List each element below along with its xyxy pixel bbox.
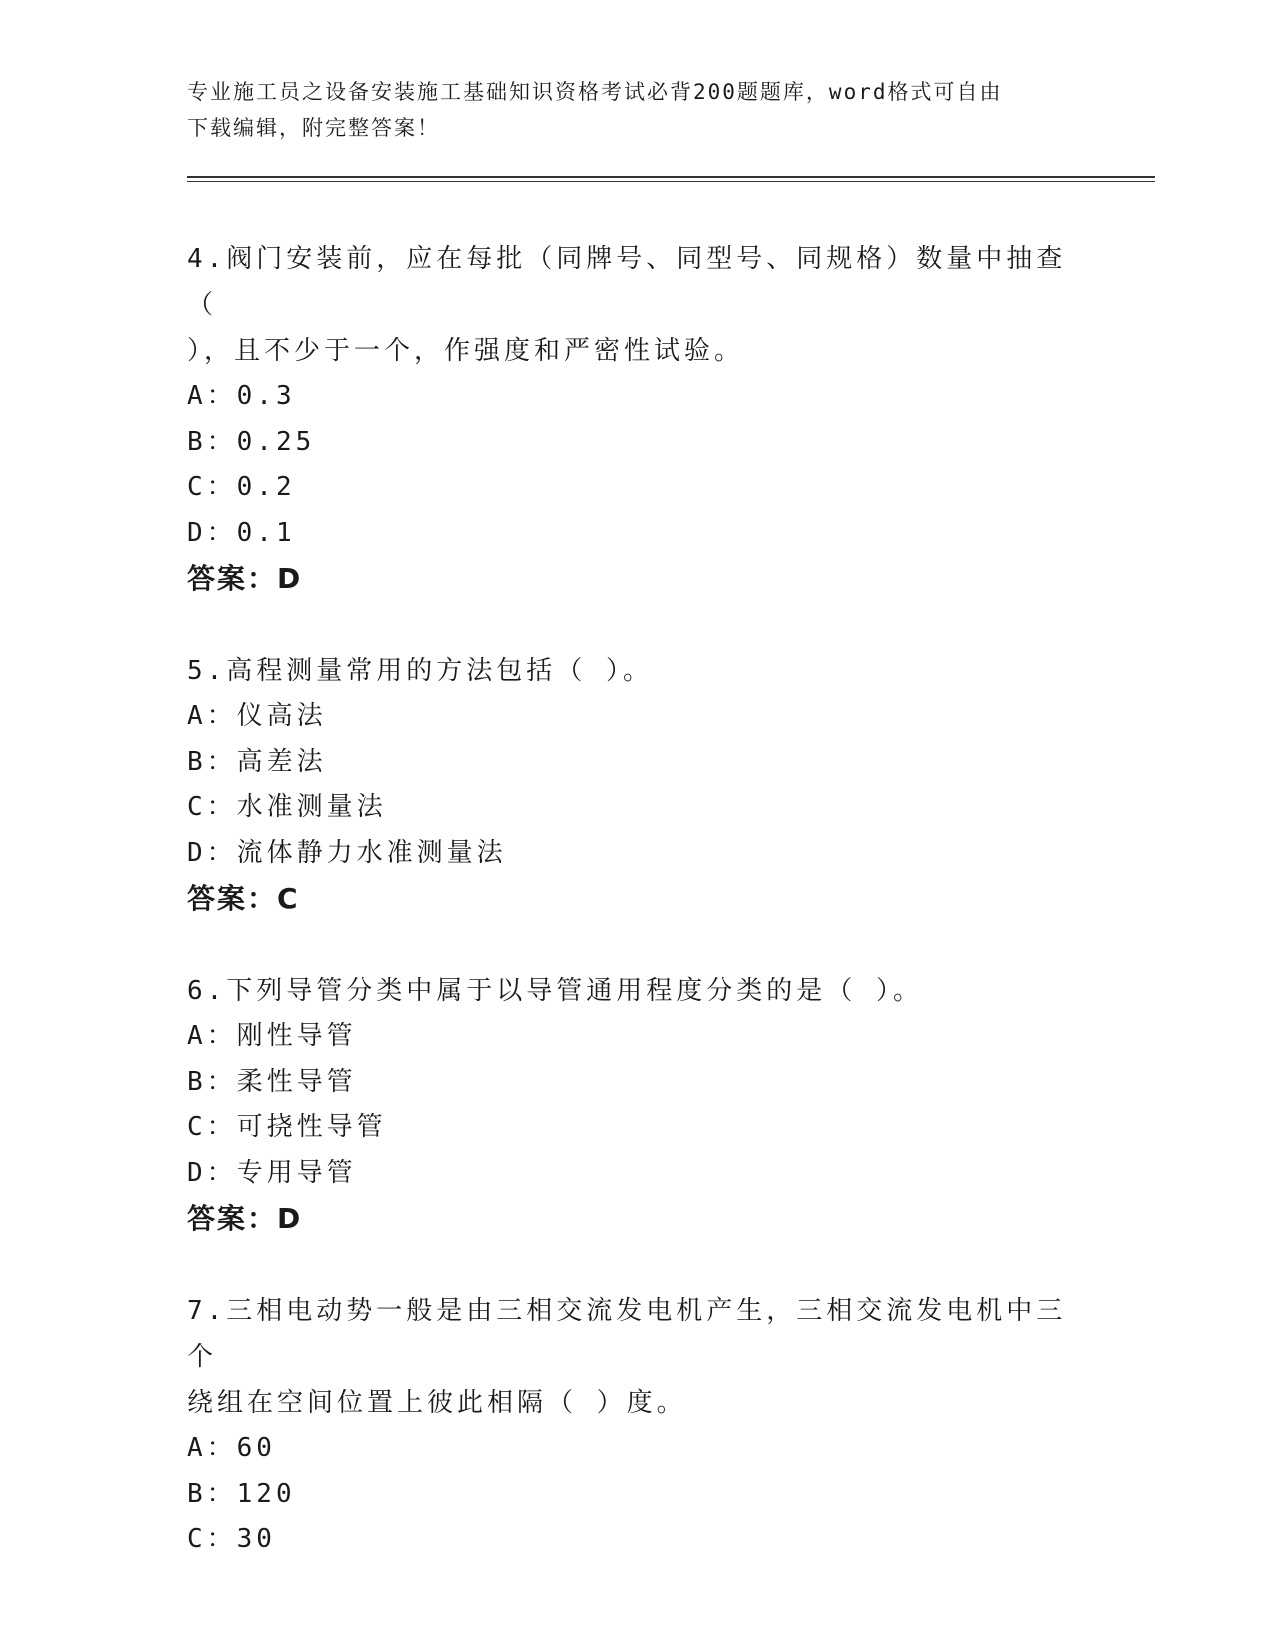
answer: 答案：D: [187, 562, 303, 595]
option-c: C：水准测量法: [187, 792, 387, 822]
option-d: D：流体静力水准测量法: [187, 837, 507, 868]
question-stem-line: 7.三相电动势一般是由三相交流发电机产生，三相交流发电机中三个: [187, 1296, 1067, 1372]
option-b: B：高差法: [187, 746, 327, 777]
option-a: A：60: [187, 1433, 276, 1463]
header-divider-thin: [187, 181, 1155, 182]
header-line-2: 下载编辑，附完整答案！: [187, 116, 440, 140]
option-c: C：0.2: [187, 472, 296, 502]
question-stem-line: 绕组在空间位置上彼此相隔（ ）度。: [187, 1388, 687, 1418]
option-a: A：刚性导管: [187, 1021, 357, 1051]
option-d: D：0.1: [187, 517, 296, 548]
question-4: [187, 236, 1067, 602]
answer: 答案：C: [187, 882, 300, 915]
header-divider: [187, 176, 1155, 178]
question-stem-line: 6.下列导管分类中属于以导管通用程度分类的是（ ）。: [187, 976, 923, 1006]
option-d: D：专用导管: [187, 1157, 357, 1188]
option-a: A：仪高法: [187, 701, 327, 731]
option-b: B：120: [187, 1478, 296, 1509]
question-stem-line: 4.阀门安装前，应在每批（同牌号、同型号、同规格）数量中抽查（: [187, 244, 1067, 320]
header-line-1: 专业施工员之设备安装施工基础知识资格考试必背200题题库，word格式可自由: [187, 80, 1003, 104]
question-5: [187, 648, 1067, 922]
document-header: [187, 74, 1087, 146]
question-6: [187, 968, 1067, 1242]
question-stem-line: ），且不少于一个，作强度和严密性试验。: [187, 336, 745, 366]
question-list: [187, 236, 1067, 1609]
option-b: B：柔性导管: [187, 1066, 357, 1097]
option-b: B：0.25: [187, 426, 316, 457]
option-a: A：0.3: [187, 381, 296, 411]
option-c: C：可挠性导管: [187, 1112, 387, 1142]
question-stem-line: 5.高程测量常用的方法包括（ ）。: [187, 656, 653, 686]
answer: 答案：D: [187, 1202, 303, 1235]
option-c: C：30: [187, 1524, 276, 1554]
question-7: [187, 1288, 1067, 1563]
